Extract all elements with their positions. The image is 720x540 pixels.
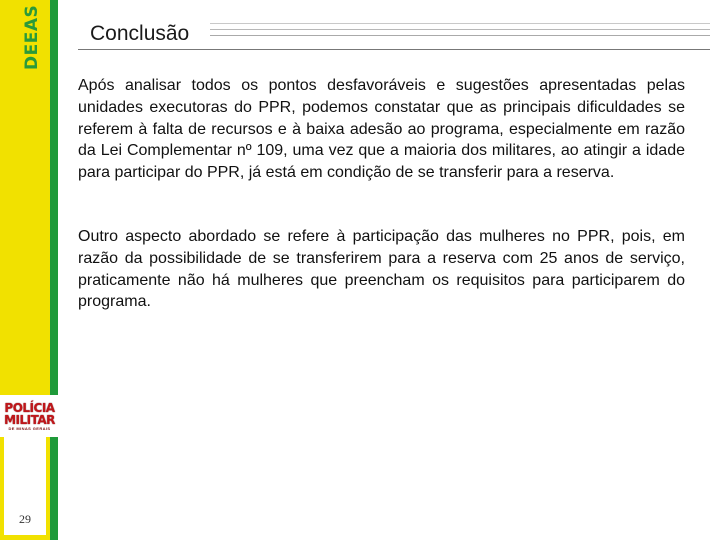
sidebar-stripe	[50, 0, 58, 395]
logo-line-1: POLÍCIA	[4, 401, 55, 415]
title-rules	[210, 23, 710, 43]
page-title: Conclusão	[90, 22, 190, 45]
logo-line-3: DE MINAS GERAIS	[8, 426, 51, 431]
sidebar-stripe-bottom	[50, 437, 58, 540]
logo-line-2: MILITAR	[4, 413, 55, 427]
page-number: 29	[19, 512, 31, 526]
title-divider	[78, 49, 710, 50]
paragraph: Outro aspecto abordado se refere à participação das mulheres no PPR, pois, em razão da possibilidade de se transferirem para a reserva com 25 anos de serviço, praticamente não há mulheres que preencham os requisitos para participarem do programa.	[78, 228, 685, 311]
pmmg-logo	[1, 402, 58, 431]
brand-label: DEEAS	[22, 4, 42, 70]
paragraph: Após analisar todos os pontos desfavoráveis e sugestões apresentadas pelas unidades executoras do PPR, podemos constatar que as principais dificuldades se referem à falta de recursos e à baixa adesão ao programa, especialmente em razão da Lei Complementar nº 109, uma vez que a maioria dos militares, ao atingir a idade para participar do PPR, já está em condição de se transferir para a reserva.	[78, 77, 685, 182]
